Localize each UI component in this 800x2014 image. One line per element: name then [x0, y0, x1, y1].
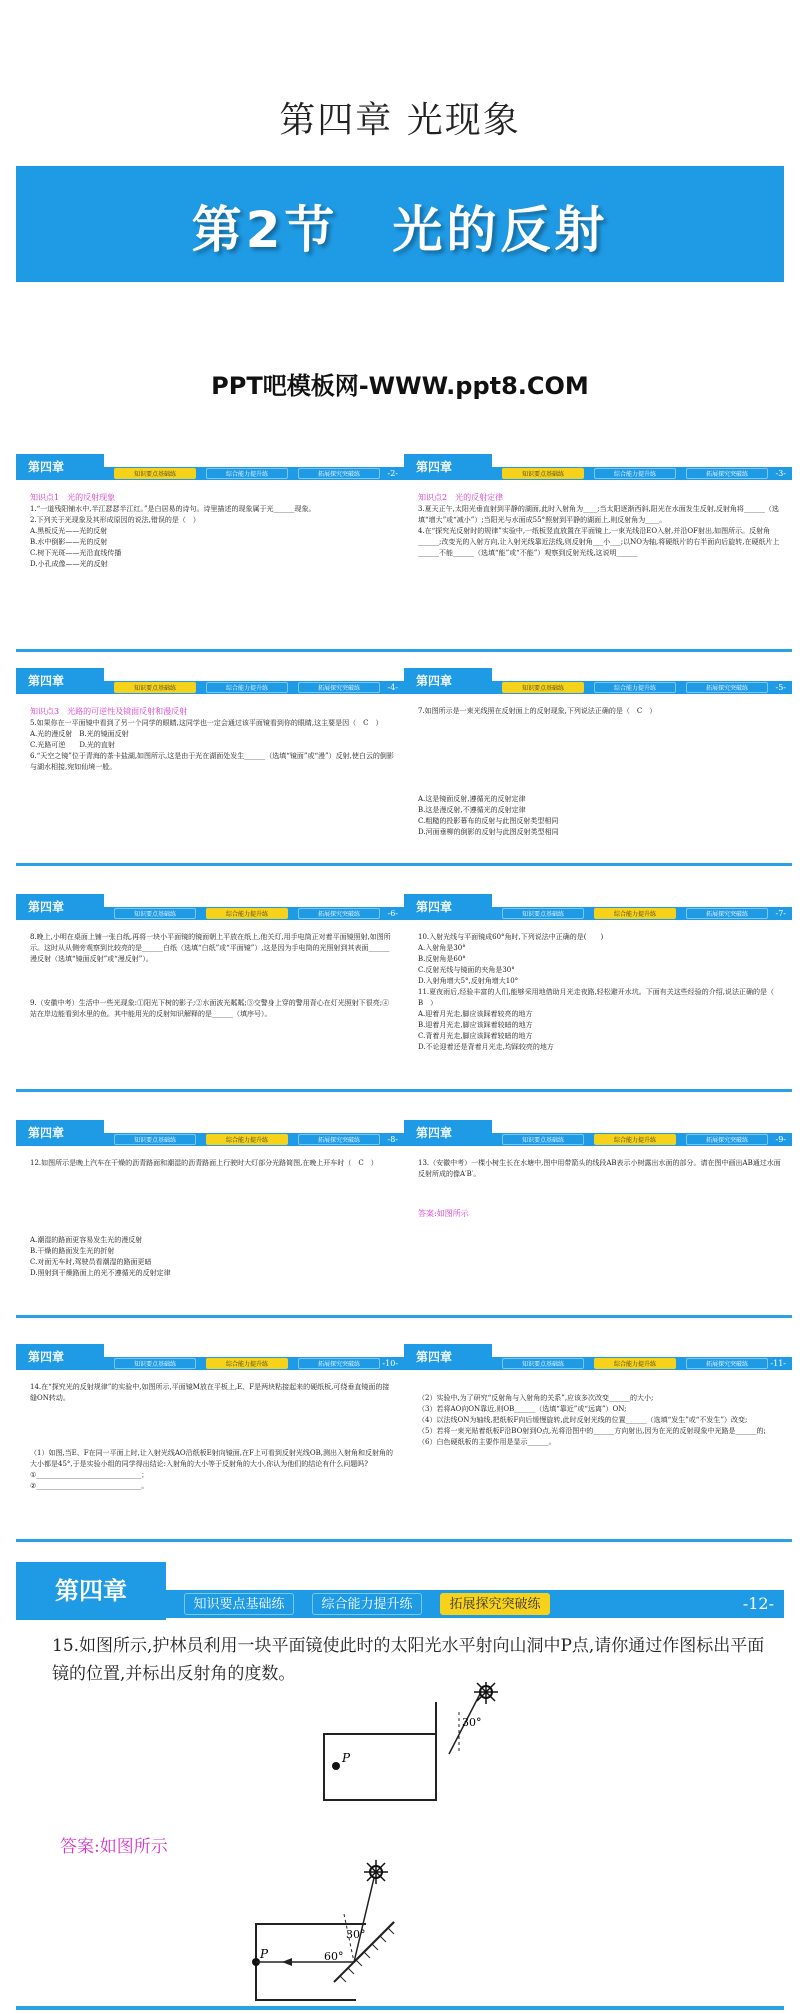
- tab-comprehensive[interactable]: 综合能力提升练: [594, 1358, 676, 1369]
- slide-body: [418, 1382, 782, 1448]
- question-line: A.潮湿的路面更容易发生光的漫反射: [30, 1236, 143, 1244]
- question-line: 7.如图所示是一束光线照在反射面上的反射现象,下列说法正确的是（ C ）: [418, 707, 657, 715]
- question-line: [30, 1426, 394, 1437]
- slide-body: [30, 492, 394, 570]
- tab-bar: [104, 1133, 404, 1146]
- tab-basic[interactable]: 知识要点基础练: [502, 468, 584, 479]
- question-line: 13.（安徽中考）一棵小树生长在水塘中,图中用带箭头的线段AB表示小树露出水面的部分。请在图中画出AB通过水面反射所成的像A′B′。: [418, 1159, 781, 1178]
- question-line: 12.如图所示是晚上汽车在干燥的沥青路面和潮湿的沥青路面上行驶时大灯部分光路简图,在晚上开车时（ C ）: [30, 1159, 378, 1167]
- tab-comprehensive[interactable]: 综合能力提升练: [594, 682, 676, 693]
- point-p: [332, 1762, 340, 1770]
- chapter-tag: 第四章: [404, 454, 492, 480]
- slide-header: [404, 1342, 792, 1372]
- chapter-tag: 第四章: [16, 1344, 104, 1370]
- slide-thumbnail[interactable]: [404, 1342, 792, 1542]
- slide-header: [16, 666, 404, 696]
- slide-body: [30, 1382, 394, 1492]
- chapter-title: 第四章 光现象: [279, 100, 521, 141]
- tab-extension[interactable]: 拓展探究突破练: [298, 1358, 380, 1369]
- slide-header: [404, 666, 792, 696]
- slide-body: [30, 706, 394, 773]
- page-number: -6-: [387, 909, 398, 918]
- question-line: [418, 717, 782, 728]
- question-line: D.不论迎着还是背着月光走,均踩较亮的地方: [418, 1043, 554, 1051]
- chapter-tag: 第四章: [16, 1120, 104, 1146]
- sun-icon: [364, 1860, 388, 1884]
- chapter-tag: 第四章: [16, 894, 104, 920]
- question-line: D.河面垂柳的倒影的反射与此图反射类型相同: [418, 828, 559, 836]
- tab-basic[interactable]: 知识要点基础练: [114, 908, 196, 919]
- slide-body: [418, 492, 782, 559]
- question-line: B.迎着月光走,脚应该踩着较暗的地方: [418, 1021, 533, 1029]
- tab-extension[interactable]: 拓展探究突破练: [298, 682, 380, 693]
- tab-comprehensive[interactable]: 综合能力提升练: [312, 1593, 422, 1615]
- tab-bar: [104, 467, 404, 480]
- slide-header: [404, 1118, 792, 1148]
- page-number: -4-: [387, 683, 398, 692]
- knowledge-point: 知识点2 光的反射定律: [418, 493, 504, 502]
- question-line: （3）若将AO向ON靠近,则OB______（选填“靠近”或“远离”）ON;: [418, 1405, 627, 1413]
- tab-extension[interactable]: 拓展探究突破练: [298, 468, 380, 479]
- question-line: ②______________________________。: [30, 1482, 149, 1490]
- question-line: 11.夏夜雨后,经验丰富的人们,能够采用地借助月光走夜路,轻松避开水坑。下面有关这些经验的介绍,说法正确的是（ B ）: [418, 988, 782, 1007]
- tab-bar: [492, 467, 792, 480]
- question-line: 5.如果你在一平面镜中看到了另一个同学的眼睛,这同学也一定会通过该平面镜看到你的眼睛,这主要是因（ C ）: [30, 719, 383, 727]
- question-line: 10.入射光线与平面镜成60°角时,下列说法中正确的是( ): [418, 933, 604, 941]
- question-line: （1）如图,当E、F在同一平面上时,让入射光线AO沿纸板E射向镜面,在F上可看到反射光线OB,测出入射角和反射角的大小都是45°,于是实验小组的同学得出结论:入射角的大小等于反射角的大小,你认为他们的结论有什么问题吗?: [30, 1449, 393, 1468]
- question-line: B.干燥的路面发生光的折射: [30, 1247, 115, 1255]
- tab-basic[interactable]: 知识要点基础练: [184, 1593, 294, 1615]
- tab-basic[interactable]: 知识要点基础练: [114, 682, 196, 693]
- question-line: 2.下列关于光现象及其形成原因的说法,错误的是（ ）: [30, 516, 200, 524]
- page-number: -8-: [387, 1135, 398, 1144]
- page-number: -2-: [387, 469, 398, 478]
- question-line: [418, 1382, 782, 1393]
- question-line: （2）实验中,为了研究“反射角与入射角的关系”,应该多次改变______的大小;: [418, 1394, 654, 1402]
- section-title: 第2节 光的反射: [191, 201, 609, 259]
- tab-comprehensive[interactable]: 综合能力提升练: [206, 682, 288, 693]
- angle-label-30: 30°: [346, 1928, 366, 1941]
- question-line: C.背着月光走,脚应该踩着较暗的地方: [418, 1032, 533, 1040]
- slide-thumbnail[interactable]: [404, 452, 792, 652]
- page-number: -9-: [775, 1135, 786, 1144]
- slide-thumbnail[interactable]: [404, 666, 792, 866]
- chapter-tag: 第四章: [16, 668, 104, 694]
- question-line: D.入射角增大5°,反射角增大10°: [418, 977, 519, 985]
- question-line: [30, 1169, 394, 1180]
- question-line: [418, 728, 782, 739]
- slide-body: [30, 1158, 394, 1279]
- question-line: [30, 1180, 394, 1191]
- cave-figure: [316, 1682, 516, 1822]
- sun-icon: [474, 1682, 498, 1704]
- question-line: [418, 750, 782, 761]
- question-line: A.光的漫反射 B.光的镜面反射: [30, 730, 129, 738]
- slide-header: [404, 452, 792, 482]
- question-line: [30, 1437, 394, 1448]
- tab-comprehensive[interactable]: 综合能力提升练: [594, 468, 676, 479]
- slide-body: [418, 706, 782, 838]
- question-line: [418, 772, 782, 783]
- question-line: 8.晚上,小明在桌面上铺一张白纸,再将一块小平面镜的镜面朝上平放在纸上,他关灯,用手电筒正对着平面镜照射,如图所示。这时从从侧旁观察到比较亮的是______白纸（选填“白纸”或“平面镜”）,这是因为手电筒的光照射到其表面______漫反射（选填“镜面反射”或“漫反射”）。: [30, 933, 391, 963]
- question-line: 9.（安徽中考）生活中一些光现象:①阳光下树的影子;②水面波光粼粼;③交警身上穿的警用背心在灯光照射下很亮;④站在岸边能看到水里的鱼。其中能用光的反射知识解释的是______（填序号）。: [30, 999, 390, 1018]
- tab-bar: [492, 681, 792, 694]
- question-line: 3.夏天正午,太阳光垂直射到平静的湖面,此时入射角为____;当太阳逐渐西斜,阳光在水面发生反射,反射角将______（选填“增大”或“减小”）;当阳光与水面成55°照射到平静的湖面上,则反射角为____。: [418, 505, 779, 524]
- slide-header: [16, 1342, 404, 1372]
- question-line: （5）若将一束光贴着纸板F沿BO射到O点,光将沿图中的______方向射出,因为在光的反射现象中光路是______的;: [418, 1427, 766, 1435]
- question-line: [30, 1415, 394, 1426]
- question-line: [418, 739, 782, 750]
- slide-thumbnail[interactable]: [16, 666, 404, 866]
- question-line: A.迎着月光走,脚应该踩着较亮的地方: [418, 1010, 533, 1018]
- question-line: [30, 1191, 394, 1202]
- tab-comprehensive[interactable]: 综合能力提升练: [206, 1134, 288, 1145]
- tab-basic[interactable]: 知识要点基础练: [502, 1358, 584, 1369]
- answer-figure: [226, 1860, 436, 2010]
- question-line: B.这是漫反射,不遵循光的反射定律: [418, 806, 526, 814]
- page-number: -11-: [770, 1359, 786, 1368]
- knowledge-point: 知识点3 光路的可逆性及镜面反射和漫反射: [30, 707, 188, 716]
- slide-body: [30, 932, 394, 1020]
- answer-text: 答案:如图所示: [60, 1837, 168, 1857]
- chapter-tag: 第四章: [16, 454, 104, 480]
- slide-thumbnail[interactable]: [16, 1342, 404, 1542]
- question-line: B.水中倒影——光的反射: [30, 538, 108, 546]
- question-line: 14.在“探究光的反射规律”的实验中,如图所示,平面镜M放在平板上,E、F是两块粘接起来的硬纸板,可绕垂直镜面的接缝ON转动。: [30, 1383, 390, 1402]
- tab-extension[interactable]: 拓展探究突破练: [686, 682, 768, 693]
- tab-extension[interactable]: 拓展探究突破练: [686, 468, 768, 479]
- angle-label-60: 60°: [324, 1950, 344, 1963]
- question-line: D.小孔成像——光的反射: [30, 560, 108, 568]
- question-line: C.对面无车时,驾驶员看潮湿的路面更暗: [30, 1258, 152, 1266]
- slide-thumbnail[interactable]: [404, 892, 792, 1092]
- tab-bar: [166, 1590, 784, 1618]
- label-p: P: [260, 1947, 269, 1961]
- tab-extension[interactable]: 拓展探究突破练: [298, 908, 380, 919]
- tab-bar: [104, 907, 404, 920]
- question-line: [418, 783, 782, 794]
- question-line: [30, 1213, 394, 1224]
- chapter-tag: 第四章: [404, 894, 492, 920]
- tab-basic[interactable]: 知识要点基础练: [502, 908, 584, 919]
- chapter-tag: 第四章: [404, 1344, 492, 1370]
- question-line: A.黑板反光——光的反射: [30, 527, 108, 535]
- tab-bar: [104, 681, 404, 694]
- chapter-tag: 第四章: [16, 1562, 166, 1620]
- page-number: -12-: [742, 1594, 774, 1613]
- chapter-tag: 第四章: [404, 668, 492, 694]
- tab-bar: [492, 1357, 792, 1370]
- question-line: [30, 976, 394, 987]
- tab-extension[interactable]: 拓展探究突破练: [686, 1134, 768, 1145]
- chapter-tag: 第四章: [404, 1120, 492, 1146]
- question-text: 15.如图所示,护林员利用一块平面镜使此时的太阳光水平射向山洞中P点,请你通过作图标出平面镜的位置,并标出反射角的度数。: [52, 1636, 765, 1684]
- question-line: [418, 761, 782, 772]
- slide-header: [404, 892, 792, 922]
- tab-bar: [492, 1133, 792, 1146]
- slide-thumbnail[interactable]: [404, 1118, 792, 1318]
- question-line: （6）白色硬纸板的主要作用是显示______。: [418, 1438, 556, 1446]
- question-line: C.反射光线与镜面的夹角是30°: [418, 966, 515, 974]
- answer-text: 答案:如图所示: [418, 1209, 469, 1218]
- section-banner: [16, 166, 784, 282]
- tab-bar: [492, 907, 792, 920]
- tab-extension[interactable]: 拓展探究突破练: [440, 1593, 550, 1615]
- tab-basic[interactable]: 知识要点基础练: [114, 1134, 196, 1145]
- question-line: [30, 1224, 394, 1235]
- question-line: [30, 1202, 394, 1213]
- site-banner[interactable]: PPT吧模板网-WWW.ppt8.COM: [211, 372, 589, 400]
- tab-comprehensive[interactable]: 综合能力提升练: [594, 908, 676, 919]
- page-number: -5-: [775, 683, 786, 692]
- slide-header: [16, 892, 404, 922]
- page-number: -7-: [775, 909, 786, 918]
- tab-extension[interactable]: 拓展探究突破练: [686, 908, 768, 919]
- question-line: [30, 1404, 394, 1415]
- question-line: 4.在“探究光反射时的规律”实验中,一纸板竖直放置在平面镜上,一束光线沿EO入射,并沿OF射出,如图所示。反射角______;改变光的入射方向,让入射光线靠近法线,则反射角___小___;以NO为轴,将硬纸片的右半面向后旋转,在硬纸片上______不能______（选填“能”或“不能”）观察到反射光线,这说明______: [418, 527, 780, 557]
- page-number: -3-: [775, 469, 786, 478]
- slide-header: [16, 452, 404, 482]
- question-line: C.粗糙的投影幕布的反射与此图反射类型相同: [418, 817, 559, 825]
- label-p: P: [342, 1751, 351, 1765]
- question-line: [30, 987, 394, 998]
- question-line: 6.“天空之镜”位于青海的茶卡盐湖,如图所示,这是由于光在湖面处发生______（选填“镜面”或“漫”）反射,使白云的倒影与湖水相接,宛如仙境一般。: [30, 752, 394, 771]
- tab-basic[interactable]: 知识要点基础练: [502, 682, 584, 693]
- slide-header: [16, 1118, 404, 1148]
- slide-thumbnail[interactable]: [16, 892, 404, 1092]
- question-line: （4）以法线ON为轴线,把纸板F向后缓慢旋转,此时反射光线的位置______（选填“发生”或“不发生”）改变;: [418, 1416, 748, 1424]
- question-line: A.这是镜面反射,遵循光的反射定律: [418, 795, 526, 803]
- question-line: A.入射角是30°: [418, 944, 466, 952]
- tab-basic[interactable]: 知识要点基础练: [502, 1134, 584, 1145]
- bottom-rule: [16, 2006, 784, 2010]
- question-line: D.照射到干燥路面上的光不遵循光的反射定律: [30, 1269, 171, 1277]
- tab-extension[interactable]: 拓展探究突破练: [686, 1358, 768, 1369]
- tab-bar: [104, 1357, 404, 1370]
- tab-basic[interactable]: 知识要点基础练: [114, 468, 196, 479]
- knowledge-point: 知识点1 光的反射现象: [30, 493, 116, 502]
- slide-body: [418, 1158, 782, 1220]
- question-line: 1.“一道残阳铺水中,半江瑟瑟半江红。”是白居易的诗句。诗里描述的现象属于光______现象。: [30, 505, 316, 513]
- question-line: C.光路可逆 D.光的直射: [30, 741, 115, 749]
- question-line: ①______________________________；: [30, 1471, 149, 1479]
- slide-thumbnail[interactable]: [16, 1118, 404, 1318]
- tab-extension[interactable]: 拓展探究突破练: [298, 1134, 380, 1145]
- slide-body: [418, 932, 782, 1053]
- tab-comprehensive[interactable]: 综合能力提升练: [594, 1134, 676, 1145]
- slide-12: [16, 1562, 784, 2012]
- tab-basic[interactable]: 知识要点基础练: [114, 1358, 196, 1369]
- angle-label-30: 30°: [462, 1716, 482, 1729]
- tab-comprehensive[interactable]: 综合能力提升练: [206, 468, 288, 479]
- page-number: -10-: [382, 1359, 398, 1368]
- tab-comprehensive[interactable]: 综合能力提升练: [206, 908, 288, 919]
- slide-thumbnail[interactable]: [16, 452, 404, 652]
- question-line: C.树下光斑——光沿直线传播: [30, 549, 122, 557]
- question-line: B.反射角是60°: [418, 955, 466, 963]
- question-line: [30, 965, 394, 976]
- tab-comprehensive[interactable]: 综合能力提升练: [206, 1358, 288, 1369]
